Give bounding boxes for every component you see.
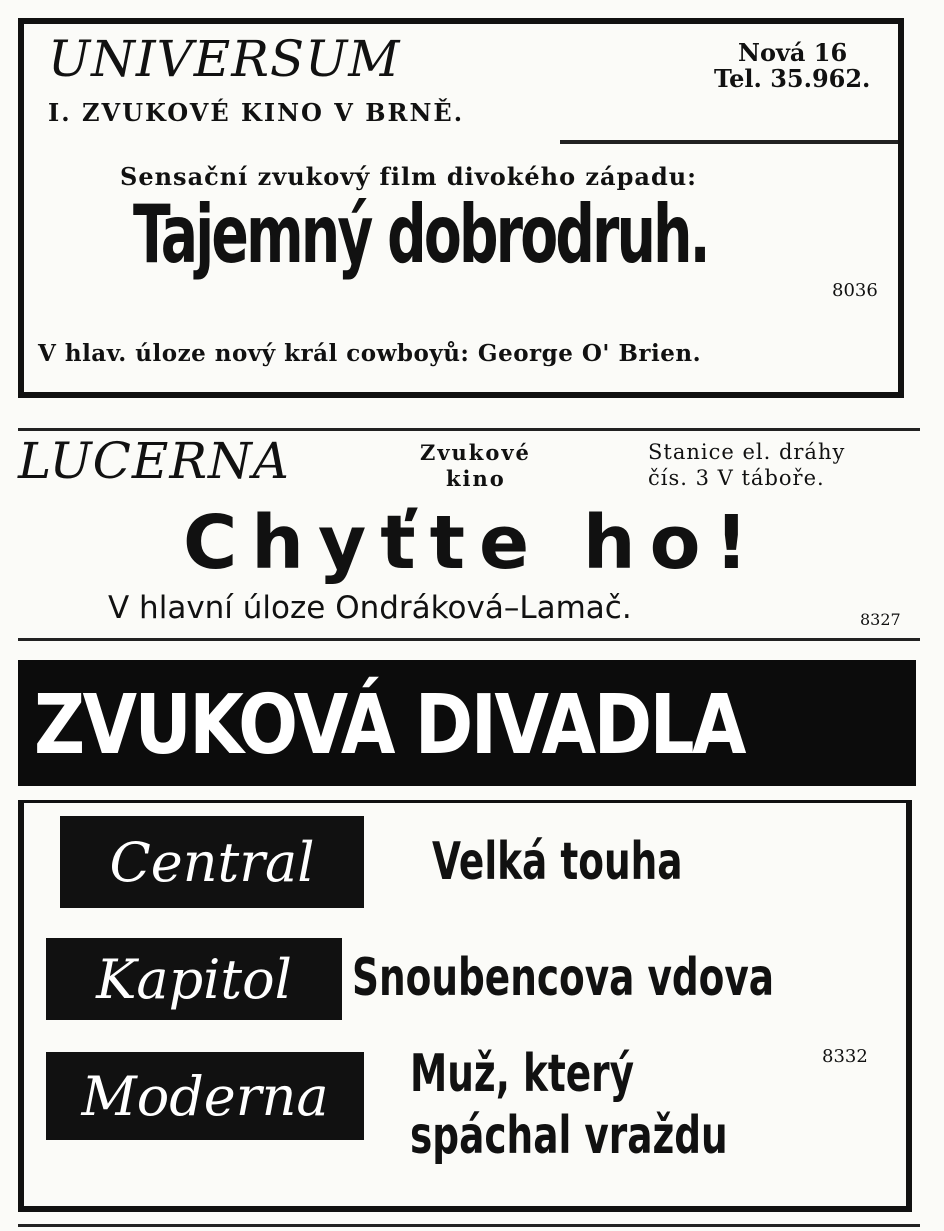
universum-address-1: Nová 16 (738, 38, 848, 67)
lucerna-ad-number: 8327 (860, 610, 901, 629)
separator-mid (18, 638, 920, 641)
universum-name: UNIVERSUM (48, 30, 401, 88)
lucerna-film-title: Chyťte ho! (183, 500, 763, 586)
central-logo (60, 816, 364, 908)
lucerna-location-2: čís. 3 V táboře. (648, 466, 825, 490)
universum-divider (560, 140, 898, 144)
central-logo-text: Central (109, 830, 315, 894)
lucerna-cast: V hlavní úloze Ondráková–Lamač. (108, 590, 632, 626)
lucerna-kino-2: kino (446, 466, 506, 491)
kapitol-logo (46, 938, 342, 1020)
universum-subtitle: I. ZVUKOVÉ KINO V BRNĚ. (48, 98, 465, 127)
universum-tagline: Sensační zvukový film divokého západu: (120, 162, 698, 191)
kapitol-film: Snoubencova vdova (352, 948, 775, 1008)
lucerna-kino-1: Zvukové (420, 440, 531, 465)
zvukova-ad-number: 8332 (822, 1046, 868, 1067)
kapitol-logo-text: Kapitol (96, 947, 292, 1011)
central-film: Velká touha (432, 832, 683, 892)
zvukova-banner-text: ZVUKOVÁ DIVADLA (34, 678, 744, 773)
universum-cast: V hlav. úloze nový král cowboyů: George O' Brien. (38, 340, 702, 367)
moderna-film-1: Muž, který (410, 1044, 635, 1104)
lucerna-name: LUCERNA (18, 432, 290, 490)
moderna-film-2: spáchal vraždu (410, 1106, 728, 1166)
moderna-logo (46, 1052, 364, 1140)
universum-address-2: Tel. 35.962. (714, 64, 871, 93)
universum-film-title: Tajemný dobrodruh. (133, 188, 708, 281)
separator-bottom (18, 1224, 920, 1227)
lucerna-location-1: Stanice el. dráhy (648, 440, 846, 464)
separator-top (18, 428, 920, 431)
moderna-logo-text: Moderna (81, 1064, 329, 1128)
universum-ad-number: 8036 (832, 280, 878, 301)
